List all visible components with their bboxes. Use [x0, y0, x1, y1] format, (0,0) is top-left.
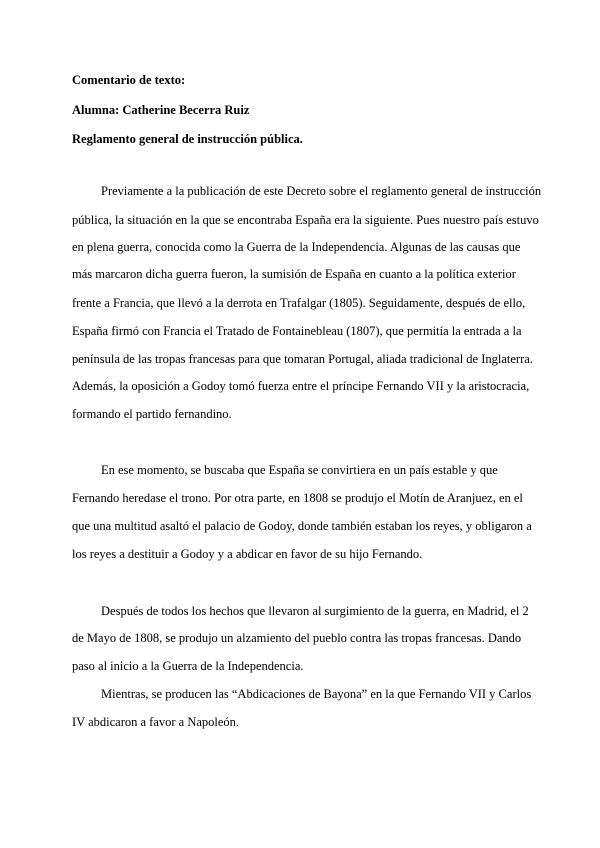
paragraph-line: Además, la oposición a Godoy tomó fuerza entre el príncipe Fernando VII y la aristocracia, — [72, 379, 530, 393]
paragraph-line: Mientras, se producen las “Abdicaciones de Bayona” en la que Fernando VII y Carlos — [101, 687, 532, 701]
paragraph-line: más marcaron dicha guerra fueron, la sumisión de España en cuanto a la política exterior — [72, 267, 516, 281]
paragraph-line: Previamente a la publicación de este Decreto sobre el reglamento general de instrucción — [101, 184, 542, 198]
paragraph-line: En ese momento, se buscaba que España se convirtiera en un país estable y que — [101, 463, 498, 477]
paragraph-line: formando el partido fernandino. — [72, 407, 232, 421]
document-subject: Reglamento general de instrucción pública. — [72, 132, 303, 146]
paragraph-line: España firmó con Francia el Tratado de Fontainebleau (1807), que permitía la entrada a la — [72, 324, 522, 338]
paragraph-line: de Mayo de 1808, se produjo un alzamiento del pueblo contra las tropas francesas. Dando — [72, 631, 522, 645]
paragraph-line: pública, la situación en la que se encontraba España era la siguiente. Pues nuestro país estuvo — [72, 213, 539, 227]
paragraph-line: IV abdicaron a favor a Napoleón. — [72, 715, 240, 729]
paragraph-line: paso al inicio a la Guerra de la Independencia. — [72, 659, 304, 673]
paragraph-line: los reyes a destituir a Godoy y a abdicar en favor de su hijo Fernando. — [72, 547, 423, 561]
paragraph-line: frente a Francia, que llevó a la derrota en Trafalgar (1805). Seguidamente, después de ello, — [72, 296, 526, 310]
paragraph-line: península de las tropas francesas para que tomaran Portugal, aliada tradicional de Inglaterra. — [72, 352, 533, 366]
paragraph-line: que una multitud asaltó el palacio de Godoy, donde también estaban los reyes, y obligaron a — [72, 519, 532, 533]
student-name: Alumna: Catherine Becerra Ruiz — [72, 103, 250, 117]
paragraph-line: Fernando heredase el trono. Por otra parte, en 1808 se produjo el Motín de Aranjuez, en el — [72, 491, 523, 505]
paragraph-line: Después de todos los hechos que llevaron al surgimiento de la guerra, en Madrid, el 2 — [101, 604, 529, 618]
document-title: Comentario de texto: — [72, 73, 186, 87]
paragraph-line: en plena guerra, conocida como la Guerra de la Independencia. Algunas de las causas que — [72, 240, 521, 254]
